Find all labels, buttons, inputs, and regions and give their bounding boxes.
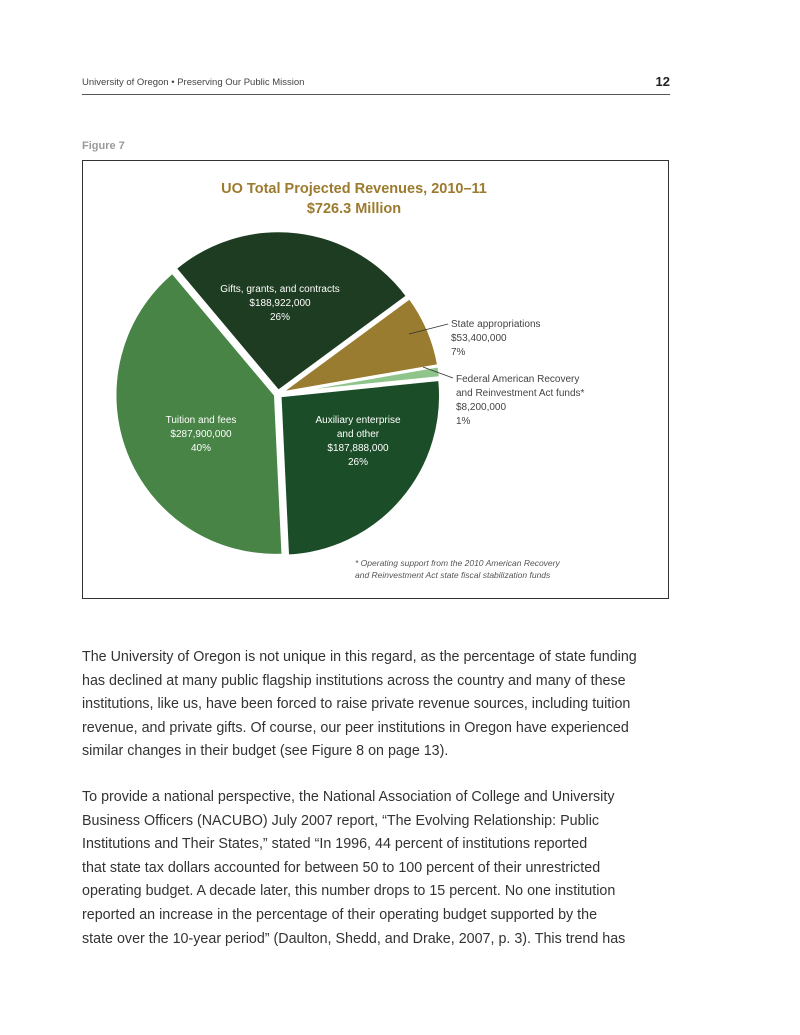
slice-name-label: Gifts, grants, and contracts <box>220 284 340 295</box>
slice-amount-label: $187,888,000 <box>327 443 389 454</box>
slice-amount-label: $188,922,000 <box>249 298 311 309</box>
slice-amount-label: $287,900,000 <box>170 429 232 440</box>
slice-name-label: Auxiliary enterprise <box>315 415 401 426</box>
slice-percent-label: 26% <box>269 312 291 323</box>
running-title: University of Oregon • Preserving Our Public Mission <box>82 77 305 88</box>
slice-amount-label: $8,200,000 <box>456 402 507 413</box>
text-line: Business Officers (NACUBO) July 2007 report, “The Evolving Relationship: Public <box>82 812 600 829</box>
slice-percent-label: 1% <box>456 416 471 427</box>
slice-percent-label: 7% <box>451 347 466 358</box>
slice-amount-label: $53,400,000 <box>451 333 507 344</box>
slice-name-label: Tuition and fees <box>165 415 237 426</box>
text-line: Institutions and Their States,” stated “In 1996, 44 percent of institutions reported <box>82 836 588 853</box>
chart-subtitle: $726.3 Million <box>306 201 402 217</box>
text-line: reported an increase in the percentage of their operating budget supported by the <box>82 906 598 923</box>
slice-name-label: State appropriations <box>451 319 541 330</box>
text-line: To provide a national perspective, the National Association of College and University <box>82 789 615 805</box>
slice-name-label: and Reinvestment Act funds* <box>456 388 585 399</box>
text-line: operating budget. A decade later, this number drops to 15 percent. No one institution <box>82 883 616 900</box>
footnote-line-2: and Reinvestment Act state fiscal stabilization funds <box>355 570 551 580</box>
page-header <box>82 74 670 95</box>
text-line: state over the 10-year period” (Daulton, Shedd, and Drake, 2007, p. 3). This trend has <box>82 930 626 947</box>
text-line: similar changes in their budget (see Figure 8 on page 13). <box>82 743 449 760</box>
text-line: The University of Oregon is not unique in this regard, as the percentage of state funding <box>82 649 637 665</box>
text-line: revenue, and private gifts. Of course, our peer institutions in Oregon have experienced <box>82 719 629 736</box>
footnote-line-1: * Operating support from the 2010 American Recovery <box>355 558 560 568</box>
body-paragraph-1 <box>82 646 682 764</box>
text-line: has declined at many public flagship institutions across the country and many of these <box>82 672 626 689</box>
chart-title: UO Total Projected Revenues, 2010–11 <box>221 181 487 197</box>
slice-percent-label: 40% <box>190 443 212 454</box>
figure-frame <box>82 160 669 599</box>
slice-name-label: Federal American Recovery <box>456 374 580 385</box>
text-line: institutions, like us, have been forced to raise private revenue sources, including tuition <box>82 696 631 713</box>
text-line: that state tax dollars accounted for between 50 to 100 percent of their unrestricted <box>82 859 601 876</box>
figure-label: Figure 7 <box>82 140 125 152</box>
body-paragraph-2 <box>82 786 682 951</box>
slice-percent-label: 26% <box>347 457 369 468</box>
revenue-pie-chart <box>83 161 670 600</box>
slice-name-label: and other <box>336 429 380 440</box>
page-number: 12 <box>655 74 670 89</box>
